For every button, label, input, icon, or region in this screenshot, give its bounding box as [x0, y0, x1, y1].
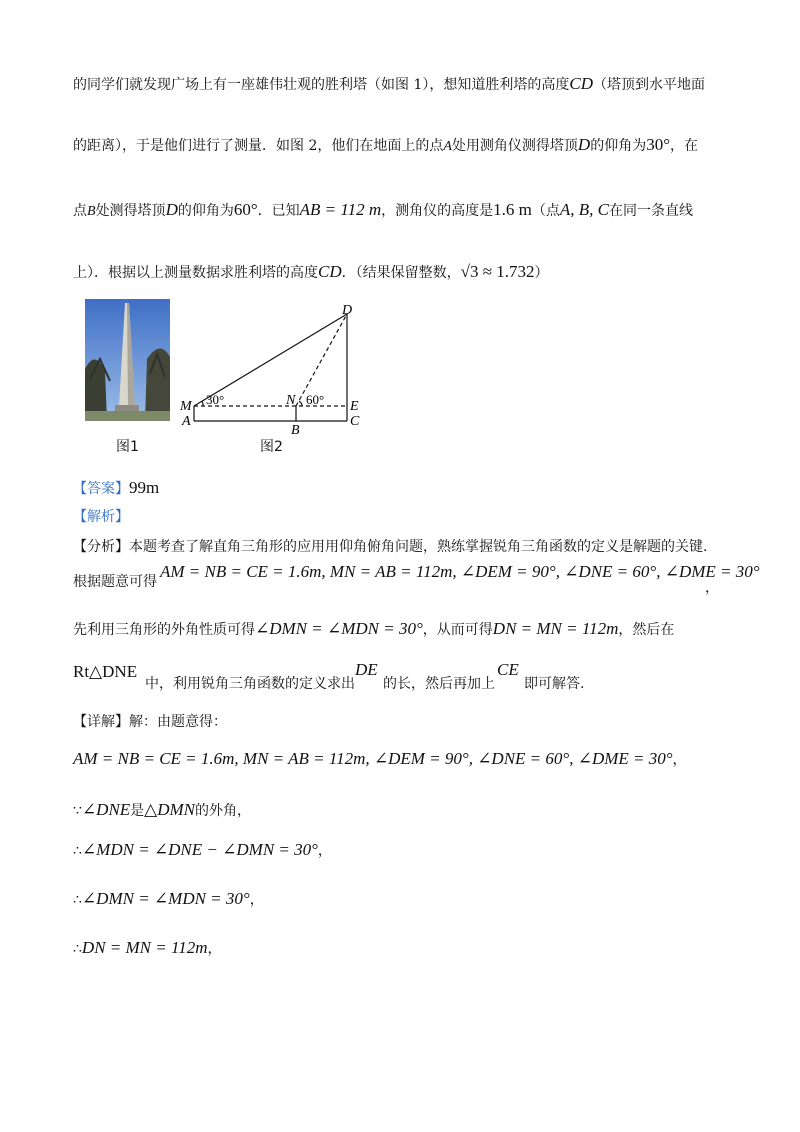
problem-text: 上）．根据以上测量数据求胜利塔的高度 — [73, 265, 318, 281]
detail-text: ， — [207, 941, 222, 957]
fenxi-math-angles: ∠DMN = ∠MDN = 30° — [255, 619, 423, 638]
geometry-diagram — [176, 300, 376, 440]
problem-text: ，在 — [670, 138, 699, 154]
math-sqrt3: √3 ≈ 1.732 — [460, 262, 535, 281]
detail-tag: 【详解】 — [73, 714, 129, 730]
problem-text: 处用测角仪测得塔顶 — [451, 138, 578, 154]
detail-math-given: AM = NB = CE = 1.6m, MN = AB = 112m, ∠DEM = 90°, ∠DNE = 60°, ∠DME = 30° — [73, 749, 673, 768]
detail-eq-1 — [73, 749, 687, 770]
fenxi-math-ce: CE — [497, 660, 519, 679]
fenxi-text: 中，利用锐角三角函数的定义求出 — [145, 676, 355, 692]
detail-text: ， — [317, 843, 332, 859]
problem-text: 在同一条直线 — [609, 203, 694, 219]
therefore-symbol: ∴ — [73, 843, 82, 859]
angle-arc-m — [202, 401, 203, 406]
math-a: A — [443, 139, 452, 154]
label-b: B — [291, 423, 300, 438]
detail-eq-4 — [73, 889, 264, 910]
math-angle-30: 30° — [646, 135, 671, 154]
problem-text: ．已知 — [257, 203, 300, 219]
problem-text: （点 — [531, 203, 560, 219]
label-a: A — [182, 414, 191, 429]
detail-eq-5 — [73, 938, 222, 959]
problem-line-4 — [73, 262, 549, 283]
fenxi-tag: 【分析】 — [73, 539, 129, 555]
fenxi-line-2 — [73, 562, 760, 596]
fenxi-math-de: DE — [355, 660, 378, 679]
detail-math: ∠DNE — [81, 800, 131, 819]
label-e: E — [350, 399, 359, 414]
answer-line — [73, 478, 159, 499]
label-d: D — [342, 303, 353, 318]
detail-text: ， — [672, 752, 687, 768]
fenxi-line-1 — [73, 537, 707, 557]
detail-math: ∠MDN = ∠DNE − ∠DMN = 30° — [81, 840, 318, 859]
detail-eq-3 — [73, 840, 332, 861]
detail-math: △DMN — [144, 800, 196, 819]
math-height: 1.6 m — [493, 200, 532, 219]
fenxi-math-rt: Rt△DNE — [73, 662, 138, 681]
problem-text: （塔顶到水平地面 — [592, 77, 705, 93]
math-ab: AB = 112 m — [299, 200, 382, 219]
detail-intro-line — [73, 712, 227, 732]
detail-text: 是 — [130, 803, 145, 819]
detail-text: 解：由题意得： — [129, 714, 227, 730]
detail-math: ∠DMN = ∠MDN = 30° — [81, 889, 250, 908]
problem-text: ） — [534, 265, 549, 281]
math-d: D — [165, 200, 178, 219]
figure-1-caption: 图1 — [116, 439, 139, 455]
problem-text: ．（结果保留整数， — [341, 265, 461, 281]
answer-tag: 【答案】 — [73, 481, 129, 497]
math-b: B — [87, 204, 96, 219]
math-cd: CD — [318, 262, 342, 281]
label-m: M — [180, 399, 192, 414]
problem-text: 的仰角为 — [590, 138, 647, 154]
angle-arc-n — [299, 401, 302, 406]
fenxi-text: 即可解答. — [524, 676, 585, 692]
fenxi-math-given: AM = NB = CE = 1.6m, MN = AB = 112m, ∠DEM = 90°, ∠DNE = 60°, ∠DME = 30° — [160, 562, 760, 581]
problem-text: ，测角仪的高度是 — [381, 203, 494, 219]
fenxi-text: ，然后在 — [618, 622, 675, 638]
problem-text: 点 — [73, 203, 87, 219]
figure-2-caption: 图2 — [260, 439, 283, 455]
fenxi-text: 根据题意可得 — [73, 574, 157, 590]
label-c: C — [350, 414, 360, 429]
detail-text: 的外角， — [195, 803, 252, 819]
fenxi-text: ， — [705, 580, 719, 596]
tower-photo — [85, 299, 170, 421]
analysis-tag-line — [73, 507, 129, 527]
fenxi-text: 先利用三角形的外角性质可得 — [73, 622, 255, 638]
label-n: N — [286, 393, 296, 408]
problem-line-1 — [73, 74, 705, 95]
problem-text: 的同学们就发现广场上有一座雄伟壮观的胜利塔（如图 1），想知道胜利塔的高度 — [73, 77, 570, 93]
label-angle-30: 30° — [206, 392, 225, 407]
therefore-symbol: ∴ — [73, 892, 82, 908]
fenxi-text: 的长，然后再加上 — [383, 676, 495, 692]
math-angle-60: 60° — [233, 200, 258, 219]
fenxi-line-3 — [73, 619, 674, 640]
fenxi-math-dn: DN = MN = 112m — [492, 619, 619, 638]
answer-value: 99m — [129, 478, 160, 497]
math-points: A, B, C — [559, 200, 610, 219]
problem-line-2 — [73, 135, 698, 157]
math-d: D — [577, 135, 591, 154]
therefore-symbol: ∴ — [73, 941, 82, 957]
math-cd: CD — [569, 74, 593, 93]
fenxi-text: ，从而可得 — [422, 622, 493, 638]
detail-math: DN = MN = 112m — [81, 938, 208, 957]
problem-text: 的距离），于是他们进行了测量．如图 2，他们在地面上的点 — [73, 138, 444, 154]
detail-text: ， — [249, 892, 264, 908]
problem-text: 处测得塔顶 — [95, 203, 166, 219]
detail-eq-2 — [73, 800, 251, 821]
fenxi-text: 本题考查了解直角三角形的应用用仰角俯角问题，熟练掌握锐角三角函数的定义是解题的关键. — [129, 539, 708, 555]
analysis-tag: 【解析】 — [73, 509, 129, 525]
problem-text: 的仰角为 — [177, 203, 234, 219]
label-angle-60: 60° — [306, 392, 325, 407]
problem-line-3 — [73, 200, 693, 222]
because-symbol: ∵ — [73, 803, 82, 819]
tower-photo-image — [85, 299, 170, 421]
